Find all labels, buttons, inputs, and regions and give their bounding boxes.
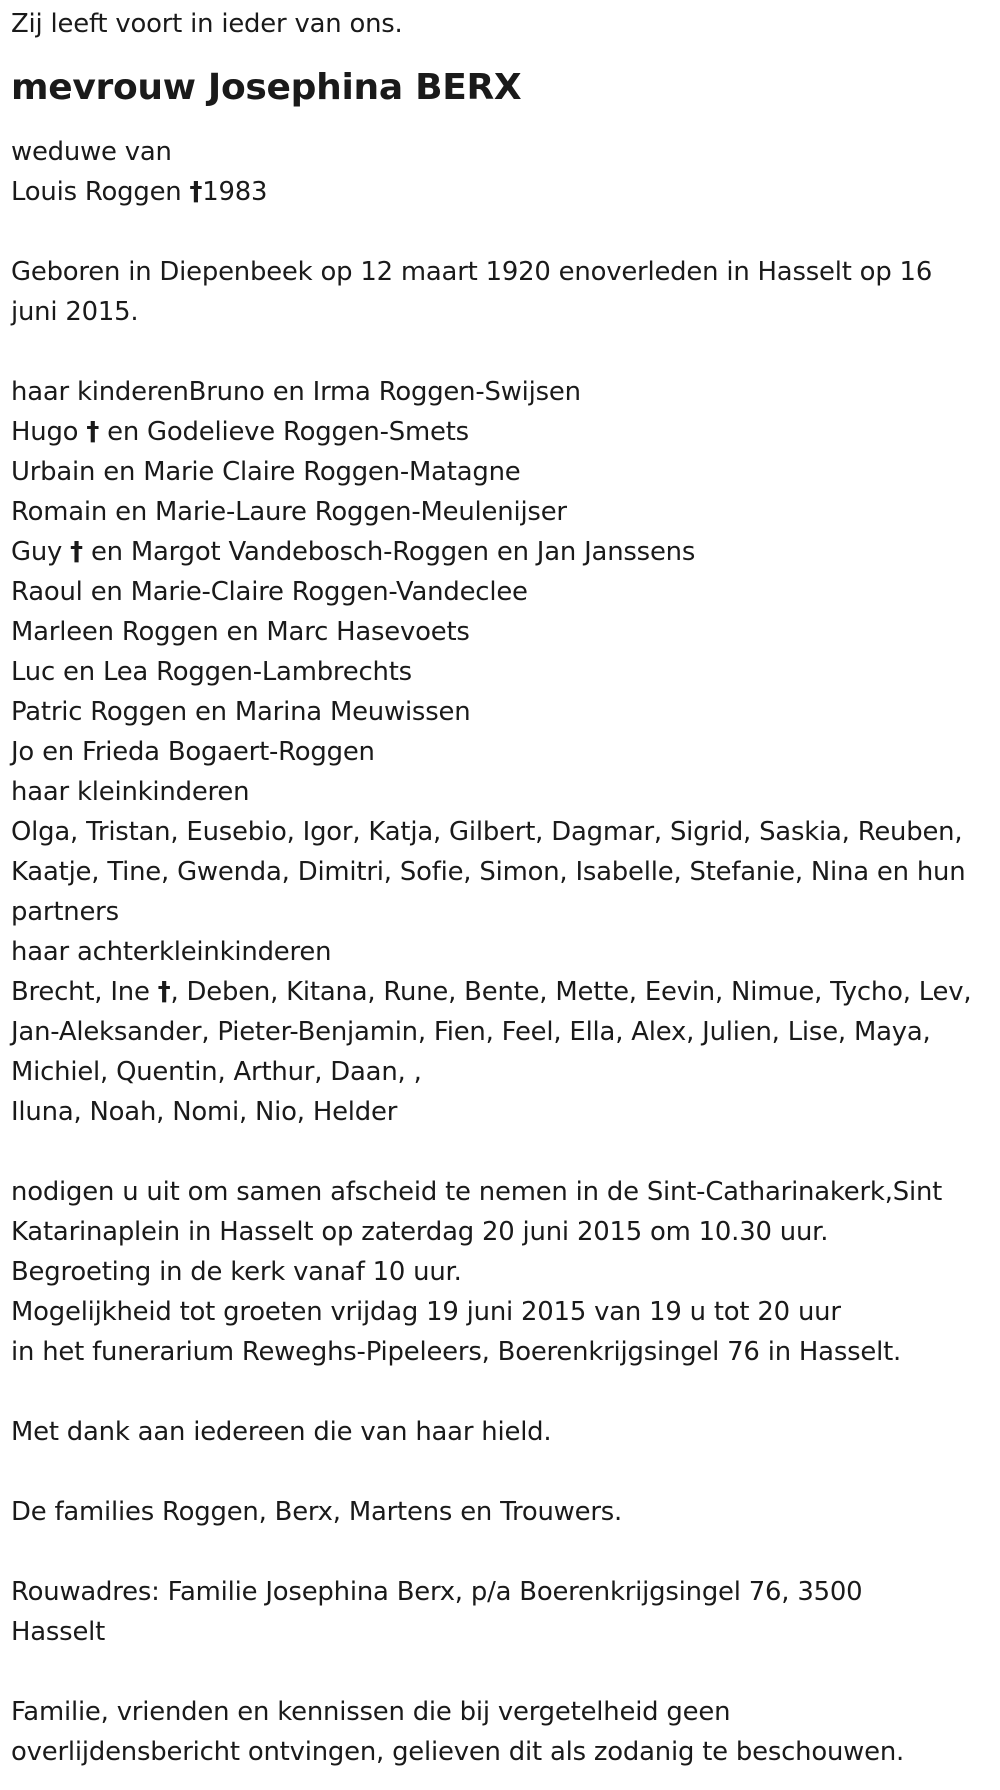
children-line: Raoul en Marie-Claire Roggen-Vandeclee <box>11 577 528 607</box>
children-line: Marleen Roggen en Marc Hasevoets <box>11 617 470 647</box>
children-line: Luc en Lea Roggen-Lambrechts <box>11 657 412 687</box>
great-grandchildren-text: , Deben, Kitana, Rune, Bente, Mette, Eevin, Nimue, Tycho, Lev, <box>170 977 972 1007</box>
address-line: Hasselt <box>11 1617 106 1647</box>
families-text: De families Roggen, Berx, Martens en Trouwers. <box>11 1497 623 1527</box>
spacer <box>11 1532 996 1572</box>
spouse-line <box>11 172 991 212</box>
invitation-line: nodigen u uit om samen afscheid te nemen in de Sint-Catharinakerk,Sint <box>11 1177 943 1207</box>
spouse-name: Louis Roggen <box>11 177 182 207</box>
child-entry: Hugo <box>11 417 87 447</box>
cross-icon: † <box>86 417 100 447</box>
child-entry: en Margot Vandebosch-Roggen en Jan Janssens <box>82 537 696 567</box>
great-grandchildren-text: Brecht, Ine <box>11 977 158 1007</box>
great-grandchildren-line <box>11 972 991 1012</box>
cross-icon: † <box>189 177 203 207</box>
birth-death-line: juni 2015. <box>11 297 139 327</box>
birth-death-line: Geboren in Diepenbeek op 12 maart 1920 enoverleden in Hasselt op 16 <box>11 257 933 287</box>
great-grandchildren-line: Michiel, Quentin, Arthur, Daan, , <box>11 1057 422 1087</box>
deceased-name: mevrouw Josephina BERX <box>11 67 522 108</box>
invitation-line: Begroeting in de kerk vanaf 10 uur. <box>11 1257 462 1287</box>
spacer <box>11 1452 996 1492</box>
great-grandchildren-line: Jan-Aleksander, Pieter-Benjamin, Fien, Feel, Ella, Alex, Julien, Lise, Maya, <box>11 1017 931 1047</box>
children-line <box>11 532 991 572</box>
child-entry: Bruno en Irma Roggen-Swijsen <box>188 377 581 407</box>
spacer <box>11 1652 996 1692</box>
children-line: Patric Roggen en Marina Meuwissen <box>11 697 471 727</box>
spacer <box>11 1132 996 1172</box>
great-grandchildren-label: haar achterkleinkinderen <box>11 937 332 967</box>
children-line <box>11 372 991 412</box>
children-line: Urbain en Marie Claire Roggen-Matagne <box>11 457 521 487</box>
spacer <box>11 332 996 372</box>
notice-line: Familie, vrienden en kennissen die bij vergetelheid geen <box>11 1697 731 1727</box>
title-row <box>11 44 996 132</box>
child-entry: en Godelieve Roggen-Smets <box>99 417 469 447</box>
children-line: Jo en Frieda Bogaert-Roggen <box>11 737 375 767</box>
widow-of-label: weduwe van <box>11 137 172 167</box>
spacer <box>11 212 996 252</box>
grandchildren-line: partners <box>11 897 119 927</box>
invitation-line: Mogelijkheid tot groeten vrijdag 19 juni 2015 van 19 u tot 20 uur <box>11 1297 841 1327</box>
spacer <box>11 1372 996 1412</box>
great-grandchildren-line: Iluna, Noah, Nomi, Nio, Helder <box>11 1097 398 1127</box>
invitation-line: Katarinaplein in Hasselt op zaterdag 20 juni 2015 om 10.30 uur. <box>11 1217 829 1247</box>
cross-icon: † <box>157 977 171 1007</box>
grandchildren-line: Olga, Tristan, Eusebio, Igor, Katja, Gilbert, Dagmar, Sigrid, Saskia, Reuben, <box>11 817 963 847</box>
spouse-death-year: 1983 <box>202 177 268 207</box>
intro-text: Zij leeft voort in ieder van ons. <box>11 9 403 39</box>
invitation-line: in het funerarium Reweghs-Pipeleers, Boerenkrijgsingel 76 in Hasselt. <box>11 1337 902 1367</box>
cross-icon: † <box>70 537 83 567</box>
grandchildren-line: Kaatje, Tine, Gwenda, Dimitri, Sofie, Simon, Isabelle, Stefanie, Nina en hun <box>11 857 966 887</box>
grandchildren-label: haar kleinkinderen <box>11 777 250 807</box>
children-line: Romain en Marie-Laure Roggen-Meulenijser <box>11 497 567 527</box>
address-line: Rouwadres: Familie Josephina Berx, p/a Boerenkrijgsingel 76, 3500 <box>11 1577 863 1607</box>
thanks-text: Met dank aan iedereen die van haar hield. <box>11 1417 552 1447</box>
notice-line: overlijdensbericht ontvingen, gelieven dit als zodanig te beschouwen. <box>11 1737 905 1767</box>
children-label: haar kinderen <box>11 377 189 407</box>
obituary-notice <box>11 4 996 1772</box>
children-line <box>11 412 991 452</box>
child-entry: Guy <box>11 537 71 567</box>
